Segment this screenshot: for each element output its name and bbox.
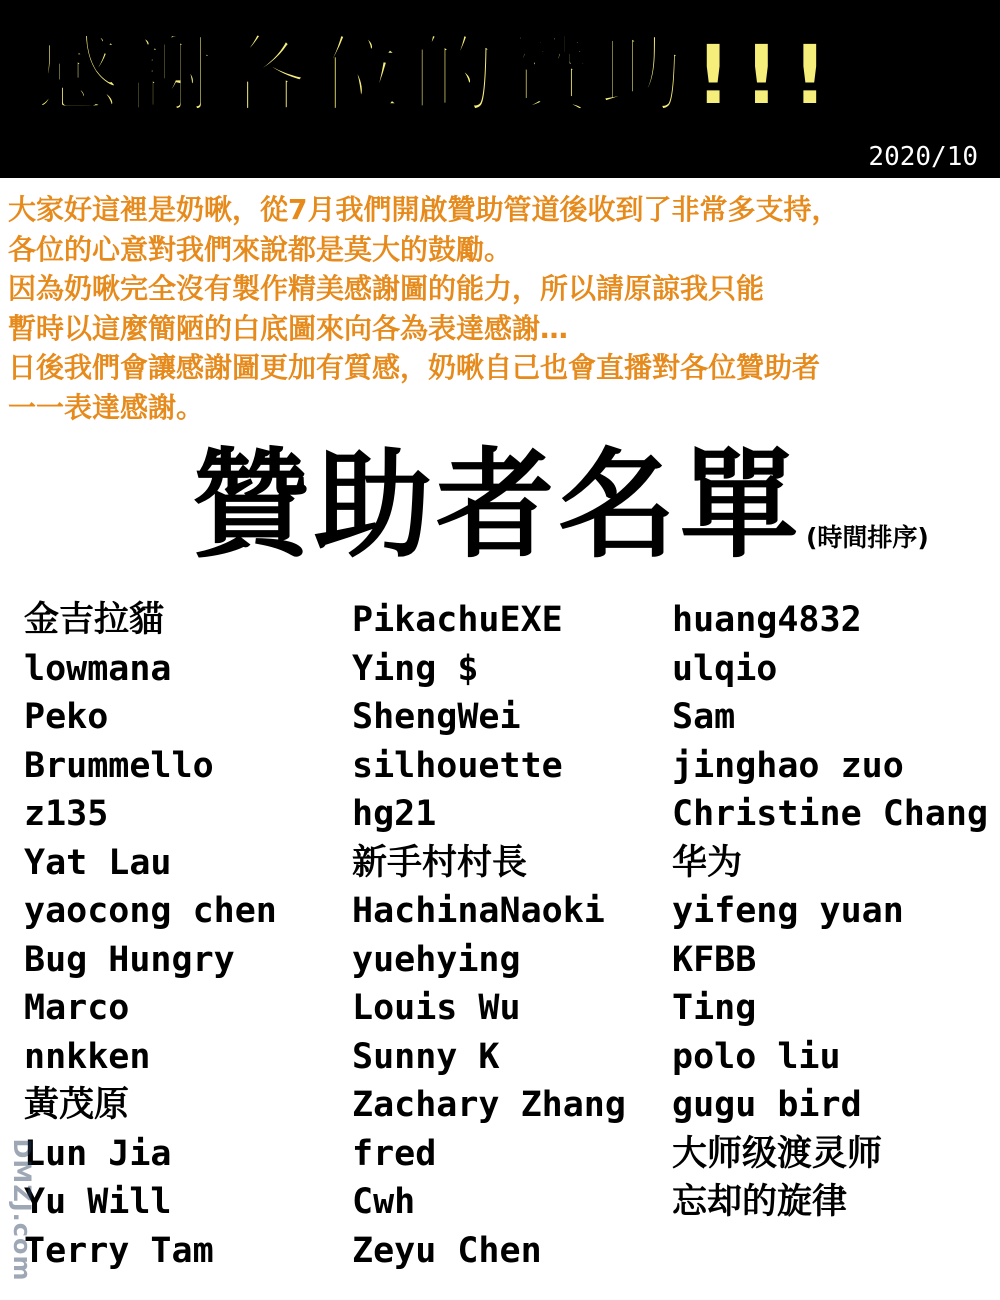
intro-line: 暫時以這麼簡陋的白底圖來向各為表達感謝… <box>8 311 569 345</box>
sponsor-name: z135 <box>24 794 109 834</box>
sponsor-name: 黃茂原 <box>24 1085 130 1125</box>
sponsor-name: jinghao zuo <box>672 745 904 786</box>
sponsor-name: 大师级渡灵师 <box>672 1133 883 1174</box>
sponsor-name: 华为 <box>672 842 743 883</box>
sponsor-name: yuehying <box>352 939 521 980</box>
intro-line: 日後我們會讓感謝圖更加有質感，奶啾自己也會直播對各位贊助者 <box>8 351 821 384</box>
sponsor-name: 新手村村長 <box>352 842 528 883</box>
intro-line: 因為奶啾完全沒有製作精美感謝圖的能力，所以請原諒我只能 <box>8 272 765 305</box>
sponsor-name: fred <box>352 1133 437 1174</box>
sponsor-name: hg21 <box>352 794 437 834</box>
watermark-text: DMZJ.com <box>8 1138 36 1282</box>
sponsor-name: Sunny K <box>352 1036 500 1077</box>
sponsor-name: PikachuEXE <box>352 600 563 640</box>
sponsor-column-2 <box>352 596 626 1275</box>
sponsor-name: Louis Wu <box>352 988 521 1028</box>
watermark <box>2 1135 42 1285</box>
date-label: 2020/10 <box>868 142 978 172</box>
sponsor-list-subtitle: (時間排序) <box>806 523 929 552</box>
sponsor-name: yifeng yuan <box>672 891 904 931</box>
header-banner <box>0 0 1000 178</box>
sponsor-name: Yat Lau <box>24 842 172 883</box>
sponsor-name: Lun Jia <box>24 1133 172 1174</box>
sponsor-name: Marco <box>24 988 130 1028</box>
sponsor-name: Yu Will <box>24 1182 172 1222</box>
sponsor-name: Ting <box>672 988 757 1028</box>
sponsor-name: silhouette <box>352 745 563 786</box>
sponsor-name: Zachary Zhang <box>352 1085 626 1125</box>
sponsor-name: ShengWei <box>352 697 521 737</box>
sponsor-name: Brummello <box>24 745 214 786</box>
sponsor-name: Peko <box>24 697 109 737</box>
intro-message <box>8 190 993 427</box>
sponsor-name: gugu bird <box>672 1085 862 1125</box>
intro-line: 各位的心意對我們來說都是莫大的鼓勵。 <box>8 232 513 266</box>
sponsor-name: Ying $ <box>352 648 479 689</box>
sponsor-list-title: 贊助者名單 <box>192 436 803 574</box>
sponsor-name: Sam <box>672 697 736 737</box>
sponsor-name: ulqio <box>672 648 778 689</box>
intro-line: 大家好這裡是奶啾，從7月我們開啟贊助管道後收到了非常多支持， <box>8 193 840 226</box>
intro-line: 一一表達感謝。 <box>8 390 205 424</box>
sponsor-name: nnkken <box>24 1036 151 1077</box>
sponsor-name: yaocong chen <box>24 891 277 931</box>
sponsor-name: KFBB <box>672 939 757 980</box>
sponsor-name: Terry Tam <box>24 1230 214 1271</box>
sponsor-column-1 <box>24 596 277 1275</box>
sponsor-name: Christine Chang <box>672 794 989 834</box>
sponsor-name: Zeyu Chen <box>352 1230 542 1271</box>
sponsor-name: HachinaNaoki <box>352 891 605 931</box>
sponsor-name: huang4832 <box>672 600 862 640</box>
sponsor-name: 忘却的旋律 <box>672 1182 848 1222</box>
sponsor-name: Bug Hungry <box>24 939 235 980</box>
page-title: 感謝各位的贊助!!! <box>36 26 839 124</box>
sponsor-name: 金吉拉貓 <box>24 600 165 640</box>
sponsor-name: Cwh <box>352 1182 416 1222</box>
sponsor-column-3 <box>672 596 988 1227</box>
sponsor-name: lowmana <box>24 648 172 689</box>
sponsor-name: polo liu <box>672 1036 841 1077</box>
